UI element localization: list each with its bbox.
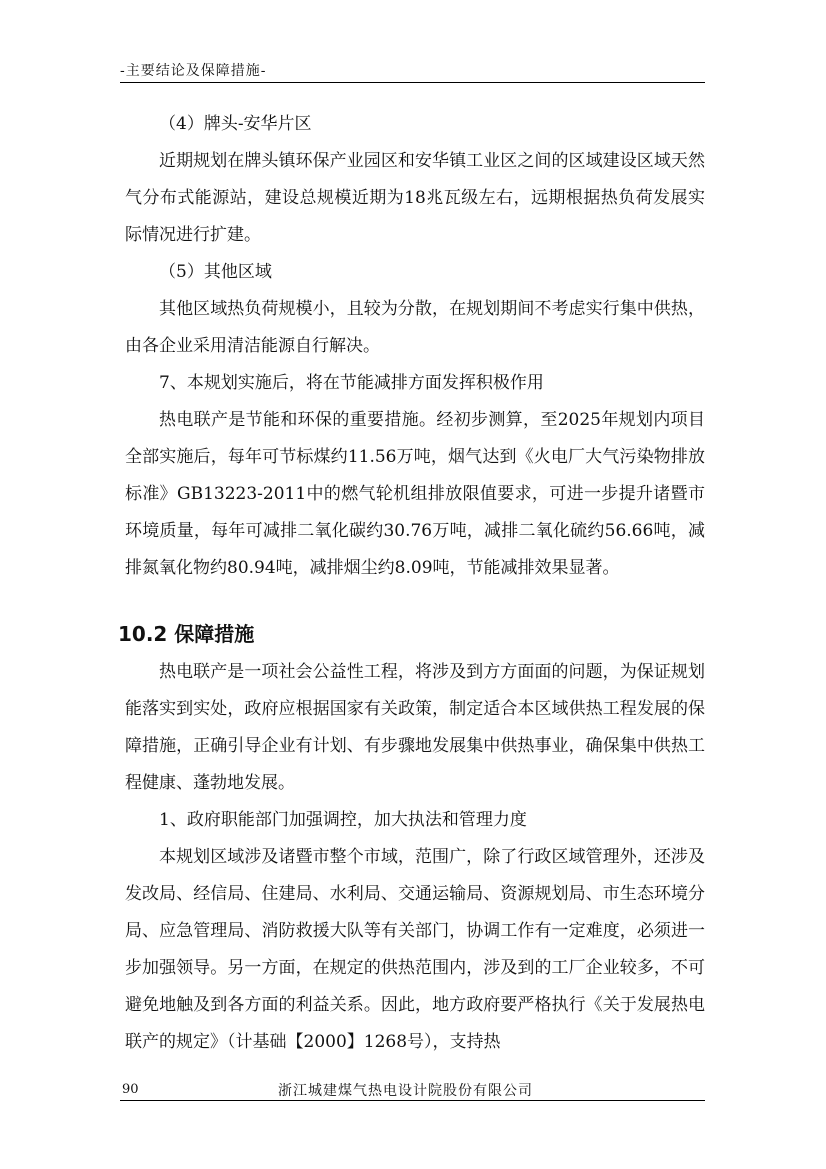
paragraph-energy-saving: 热电联产是节能和环保的重要措施。经初步测算，至2025年规划内项目全部实施后，每年可节标煤约11.56万吨，烟气达到《火电厂大气污染物排放标准》GB13223-2011中的燃气轮机组排放限值要求，可进一步提升诸暨市环境质量，每年可减排二氧化碳约30.76万吨，减排二氧化硫约56.66吨，减排氮氧化物约80.94吨，减排烟尘约8.09吨，节能减排效果显著。: [125, 410, 705, 578]
subheading-other-areas: （5）其他区域: [159, 262, 272, 282]
conclusion-item-7: 7、本规划实施后，将在节能减排方面发挥积极作用: [159, 373, 544, 393]
paragraph-cogeneration-intro: 热电联产是一项社会公益性工程，将涉及到方方面面的问题，为保证规划能落实到实处，政府应根据国家有关政策，制定适合本区域供热工程发展的保障措施，正确引导企业有计划、有步骤地发展集中供热事业，确保集中供热工程健康、蓬勃地发展。: [125, 662, 705, 793]
page-number: 90: [122, 1082, 139, 1097]
paragraph-government-coordination: 本规划区域涉及诸暨市整个市域，范围广，除了行政区域管理外，还涉及发改局、经信局、住建局、水利局、交通运输局、资源规划局、市生态环境分局、应急管理局、消防救援大队等有关部门，协调工作有一定难度，必须进一步加强领导。另一方面，在规定的供热范围内，涉及到的工厂企业较多，不可避免地触及到各方面的利益关系。因此，地方政府要严格执行《关于发展热电联产的规定》（计基础【2000】1268号），支持热: [125, 847, 705, 1052]
paragraph-other-areas: 其他区域热负荷规模小，且较为分散，在规划期间不考虑实行集中供热，由各企业采用清洁能源自行解决。: [125, 299, 705, 356]
section-heading: 10.2 保障措施: [118, 622, 255, 646]
paragraph-paitou-anhua: 近期规划在牌头镇环保产业园区和安华镇工业区之间的区域建设区域天然气分布式能源站，建设总规模近期为18兆瓦级左右，远期根据热负荷发展实际情况进行扩建。: [125, 151, 705, 245]
running-header: -主要结论及保障措施-: [120, 63, 267, 79]
measure-item-1: 1、政府职能部门加强调控，加大执法和管理力度: [159, 810, 527, 830]
subheading-paitou-anhua: （4）牌头-安华片区: [159, 114, 312, 134]
footer-rule: [120, 1100, 705, 1101]
header-rule: [120, 82, 705, 83]
footer-company: 浙江城建煤气热电设计院股份有限公司: [278, 1083, 533, 1099]
